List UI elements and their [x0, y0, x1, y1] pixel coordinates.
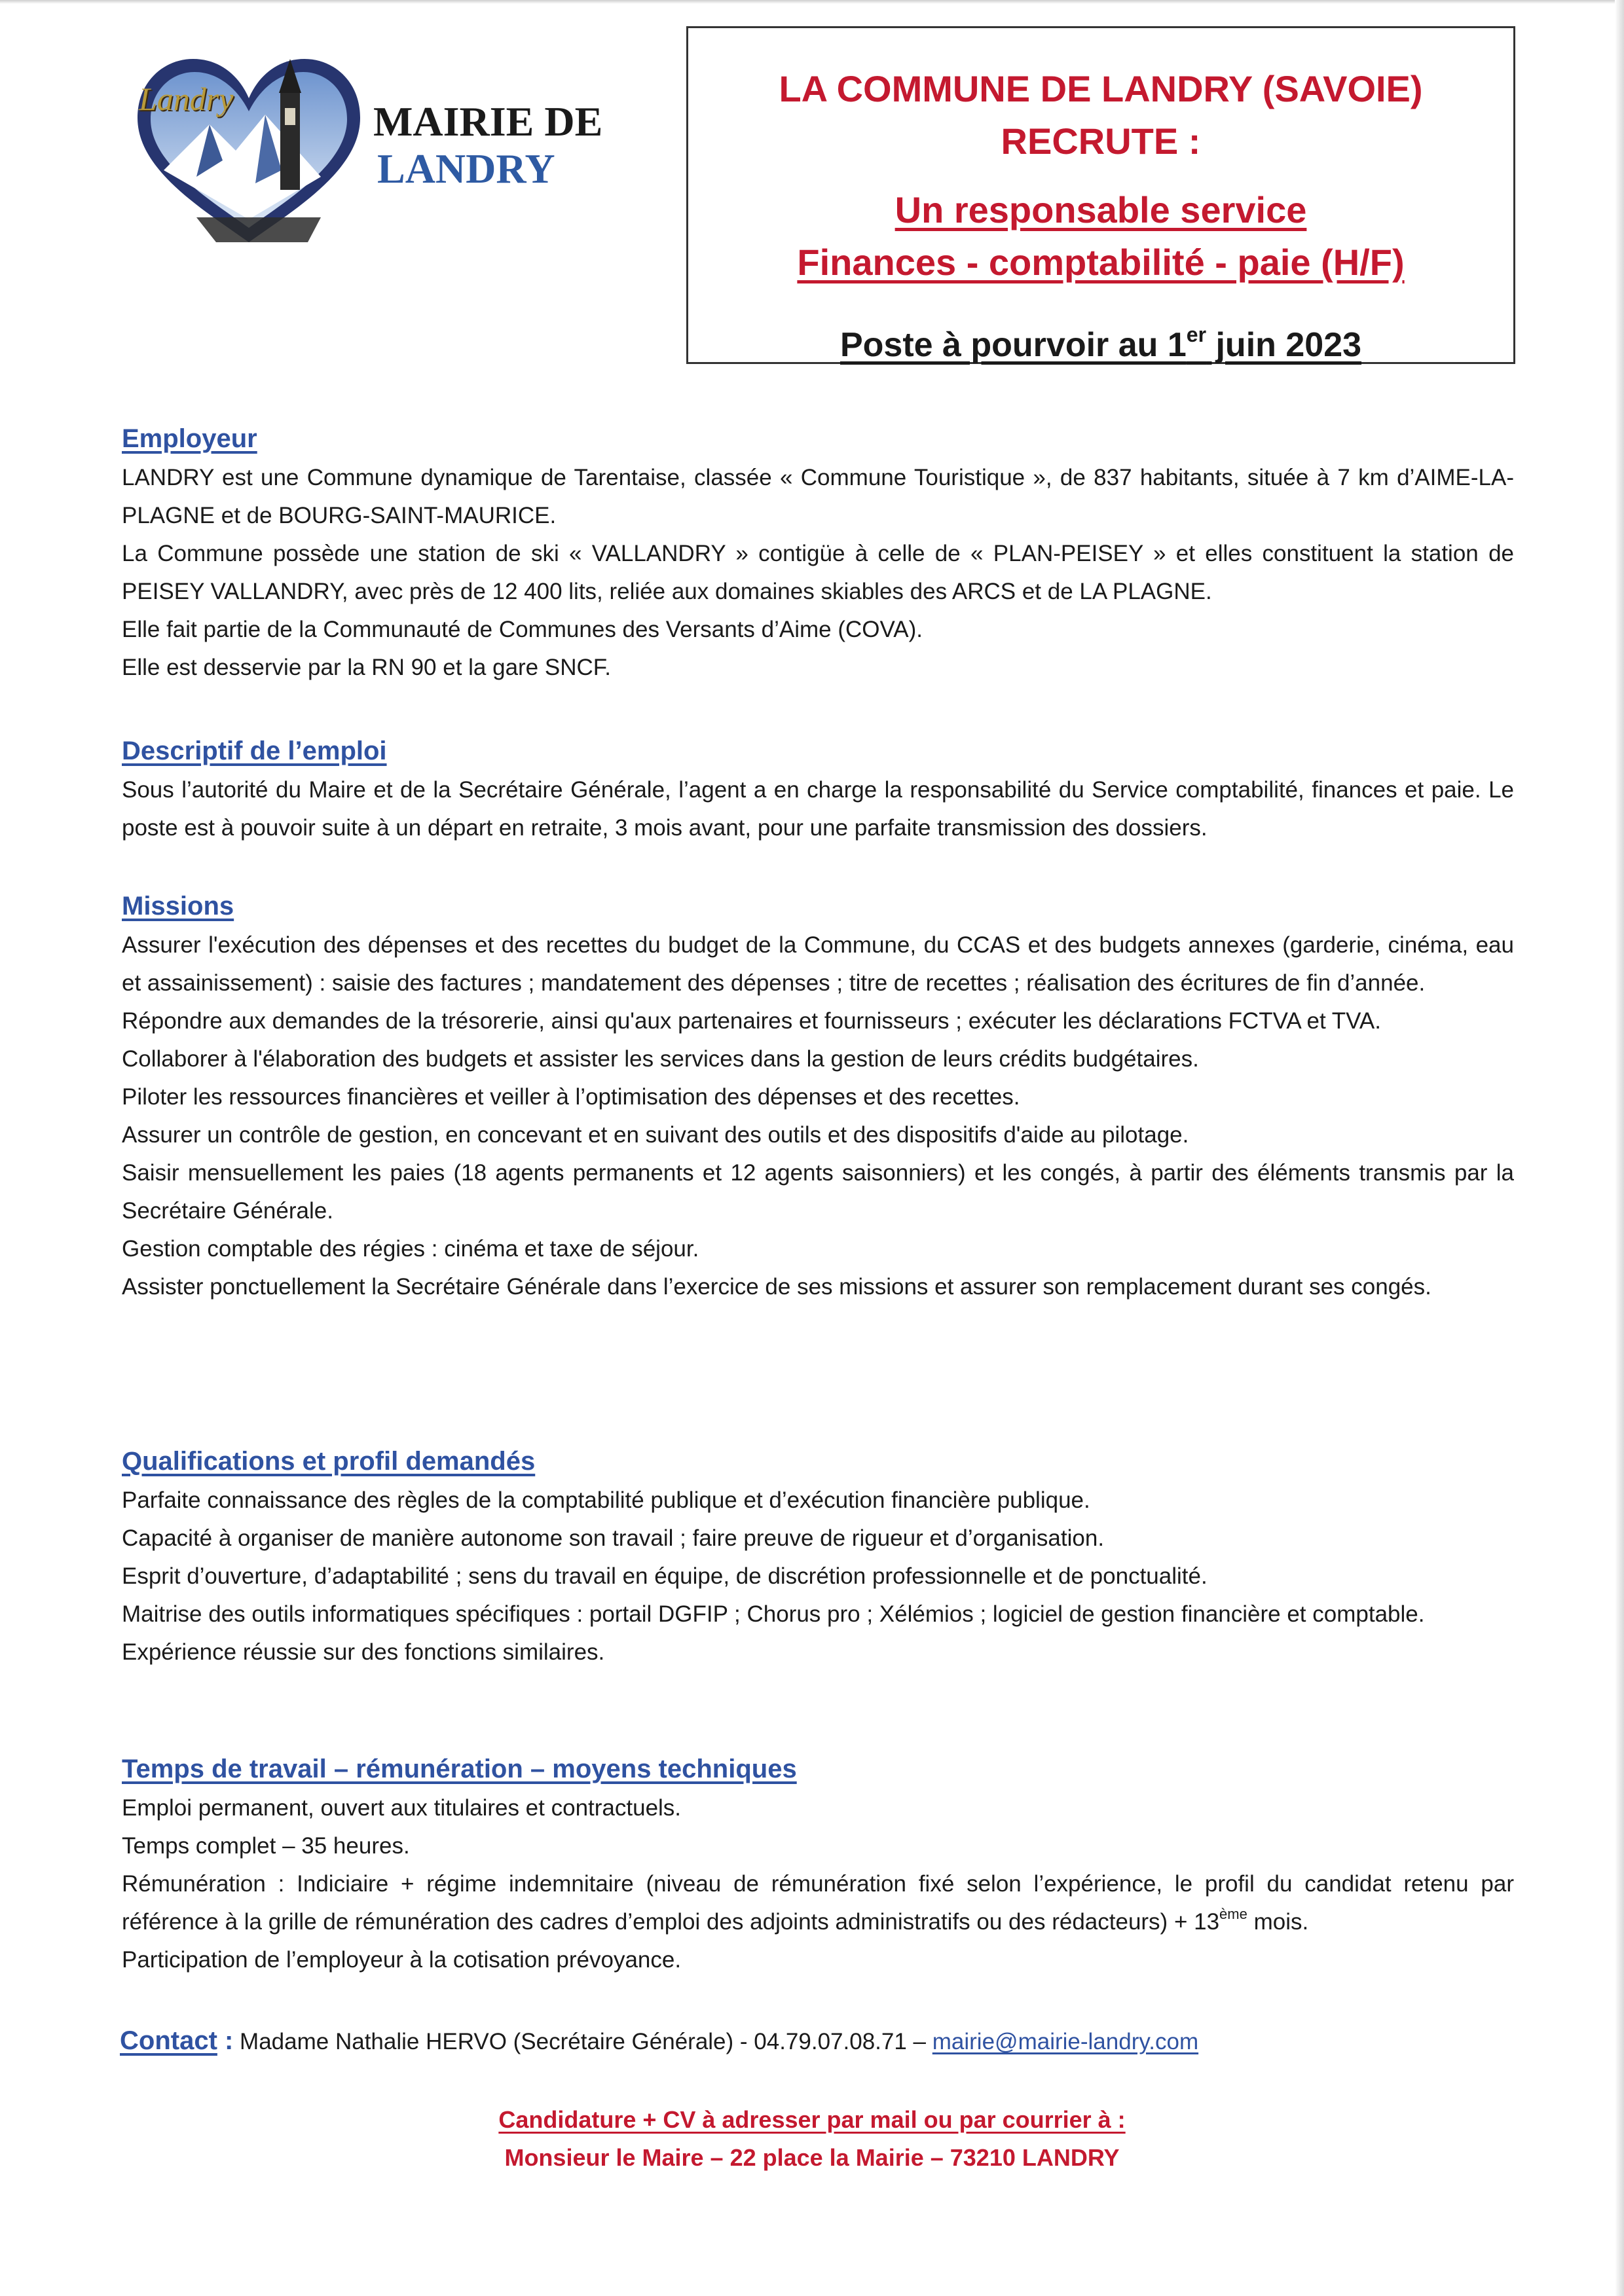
section-qualifications: [122, 1447, 1514, 1671]
section-employeur: [122, 424, 1514, 687]
mission-item: Assurer l'exécution des dépenses et des recettes du budget de la Commune, du CCAS et des budgets annexes (garderie, cinéma, eau et assainissement) : saisie des factures ; mandatement des dépenses ; titre de recettes ; réalisation des écritures de fin d’année.: [122, 932, 1514, 996]
qualification-item: Capacité à organiser de manière autonome son travail ; faire preuve de rigueur et d’organisation.: [122, 1525, 1105, 1551]
section-descriptif: [122, 737, 1514, 847]
section-missions: [122, 892, 1514, 1306]
header-commune: LA COMMUNE DE LANDRY (SAVOIE): [779, 68, 1423, 109]
contact-label: Contact: [120, 2026, 217, 2055]
logo-title-line2: LANDRY: [377, 145, 555, 192]
section-title-employeur: Employeur: [122, 424, 257, 453]
paragraph: Elle fait partie de la Communauté de Communes des Versants d’Aime (COVA).: [122, 617, 923, 642]
qualification-item: Maitrise des outils informatiques spécifiques : portail DGFIP ; Chorus pro ; Xélémios ; logiciel de gestion financière et comptable.: [122, 1601, 1425, 1627]
remuneration-sup: ème: [1219, 1906, 1247, 1922]
qualification-item: Expérience réussie sur des fonctions similaires.: [122, 1639, 605, 1665]
paragraph: La Commune possède une station de ski « VALLANDRY » contigüe à celle de « PLAN-PEISEY » et elles constituent la station de PEISEY VALLANDRY, avec près de 12 400 lits, reliée aux domaines skiables des ARCS et de LA PLAGNE.: [122, 541, 1514, 604]
mission-item: Collaborer à l'élaboration des budgets et assister les services dans la gestion de leurs crédits budgétaires.: [122, 1046, 1199, 1072]
logo-title: [373, 98, 602, 192]
mission-item: Assister ponctuellement la Secrétaire Générale dans l’exercice de ses missions et assurer son remplacement durant ses congés.: [122, 1274, 1431, 1300]
section-title-temps: Temps de travail – rémunération – moyens techniques: [122, 1755, 797, 1783]
logo-script-text: Landry: [139, 81, 234, 117]
job-title-line2: Finances - comptabilité - paie (H/F): [797, 242, 1405, 283]
mission-item: Saisir mensuellement les paies (18 agents permanents et 12 agents saisonniers) et les congés, à partir des éléments transmis par la Secrétaire Générale.: [122, 1160, 1514, 1224]
remuneration-text: Rémunération : Indiciaire + régime indemnitaire (niveau de rémunération fixé selon l’expérience, le profil du candidat retenu par référence à la grille de rémunération des cadres d’emploi des adjoints administratifs ou des rédacteurs) + 13: [122, 1871, 1514, 1935]
qualification-item: Parfaite connaissance des règles de la comptabilité publique et d’exécution financière publique.: [122, 1487, 1090, 1513]
contact-email-link[interactable]: mairie@mairie-landry.com: [932, 2029, 1199, 2054]
header-box: [686, 26, 1515, 364]
paragraph: Elle est desservie par la RN 90 et la gare SNCF.: [122, 655, 611, 680]
paragraph: Temps complet – 35 heures.: [122, 1833, 410, 1859]
contact-text: Madame Nathalie HERVO (Secrétaire Générale) - 04.79.07.08.71 –: [233, 2029, 932, 2054]
page-top-edge: [0, 0, 1624, 4]
mission-item: Répondre aux demandes de la trésorerie, ainsi qu'aux partenaires et fournisseurs ; exécuter les déclarations FCTVA et TVA.: [122, 1008, 1381, 1034]
qualification-item: Esprit d’ouverture, d’adaptabilité ; sens du travail en équipe, de discrétion professionnelle et de ponctualité.: [122, 1563, 1208, 1589]
remuneration-end: mois.: [1247, 1909, 1309, 1935]
application-instructions: Candidature + CV à adresser par mail ou par courrier à :: [498, 2106, 1126, 2133]
section-title-descriptif: Descriptif de l’emploi: [122, 737, 387, 765]
section-temps-de-travail: [122, 1755, 1514, 1979]
contact-colon: :: [217, 2026, 234, 2055]
paragraph: Participation de l’employeur à la cotisation prévoyance.: [122, 1947, 682, 1973]
job-title-line1: Un responsable service: [895, 189, 1307, 230]
contact-line: [120, 2026, 1198, 2056]
start-date-sup: er: [1186, 323, 1207, 346]
header-recrute: RECRUTE :: [1001, 120, 1201, 162]
mission-item: Assurer un contrôle de gestion, en concevant et en suivant des outils et des dispositifs d'aide au pilotage.: [122, 1122, 1189, 1148]
paragraph: LANDRY est une Commune dynamique de Tarentaise, classée « Commune Touristique », de 837 habitants, située à 7 km d’AIME-LA-PLAGNE et de BOURG-SAINT-MAURICE.: [122, 465, 1514, 528]
mailing-address: Monsieur le Maire – 22 place la Mairie – 73210 LANDRY: [504, 2144, 1120, 2171]
section-title-missions: Missions: [122, 892, 234, 920]
remuneration-paragraph: [122, 1865, 1514, 1941]
heart-emblem-icon: [124, 46, 373, 255]
logo-title-line1: MAIRIE DE: [373, 98, 603, 145]
mission-item: Gestion comptable des régies : cinéma et taxe de séjour.: [122, 1236, 699, 1262]
start-date: [688, 323, 1513, 365]
paragraph: Emploi permanent, ouvert aux titulaires et contractuels.: [122, 1795, 682, 1821]
start-date-suffix: juin 2023: [1206, 326, 1362, 364]
section-title-qualifications: Qualifications et profil demandés: [122, 1447, 536, 1476]
paragraph: Sous l’autorité du Maire et de la Secrétaire Générale, l’agent a en charge la responsabilité du Service comptabilité, finances et paie. Le poste est à pouvoir suite à un départ en retraite, 3 mois avant, pour une parfaite transmission des dossiers.: [122, 777, 1514, 841]
start-date-prefix: Poste à pourvoir au 1: [840, 326, 1187, 364]
mission-item: Piloter les ressources financières et veiller à l’optimisation des dépenses et des recettes.: [122, 1084, 1020, 1110]
page-right-edge: [1615, 0, 1624, 2296]
mairie-logo: [124, 46, 642, 255]
